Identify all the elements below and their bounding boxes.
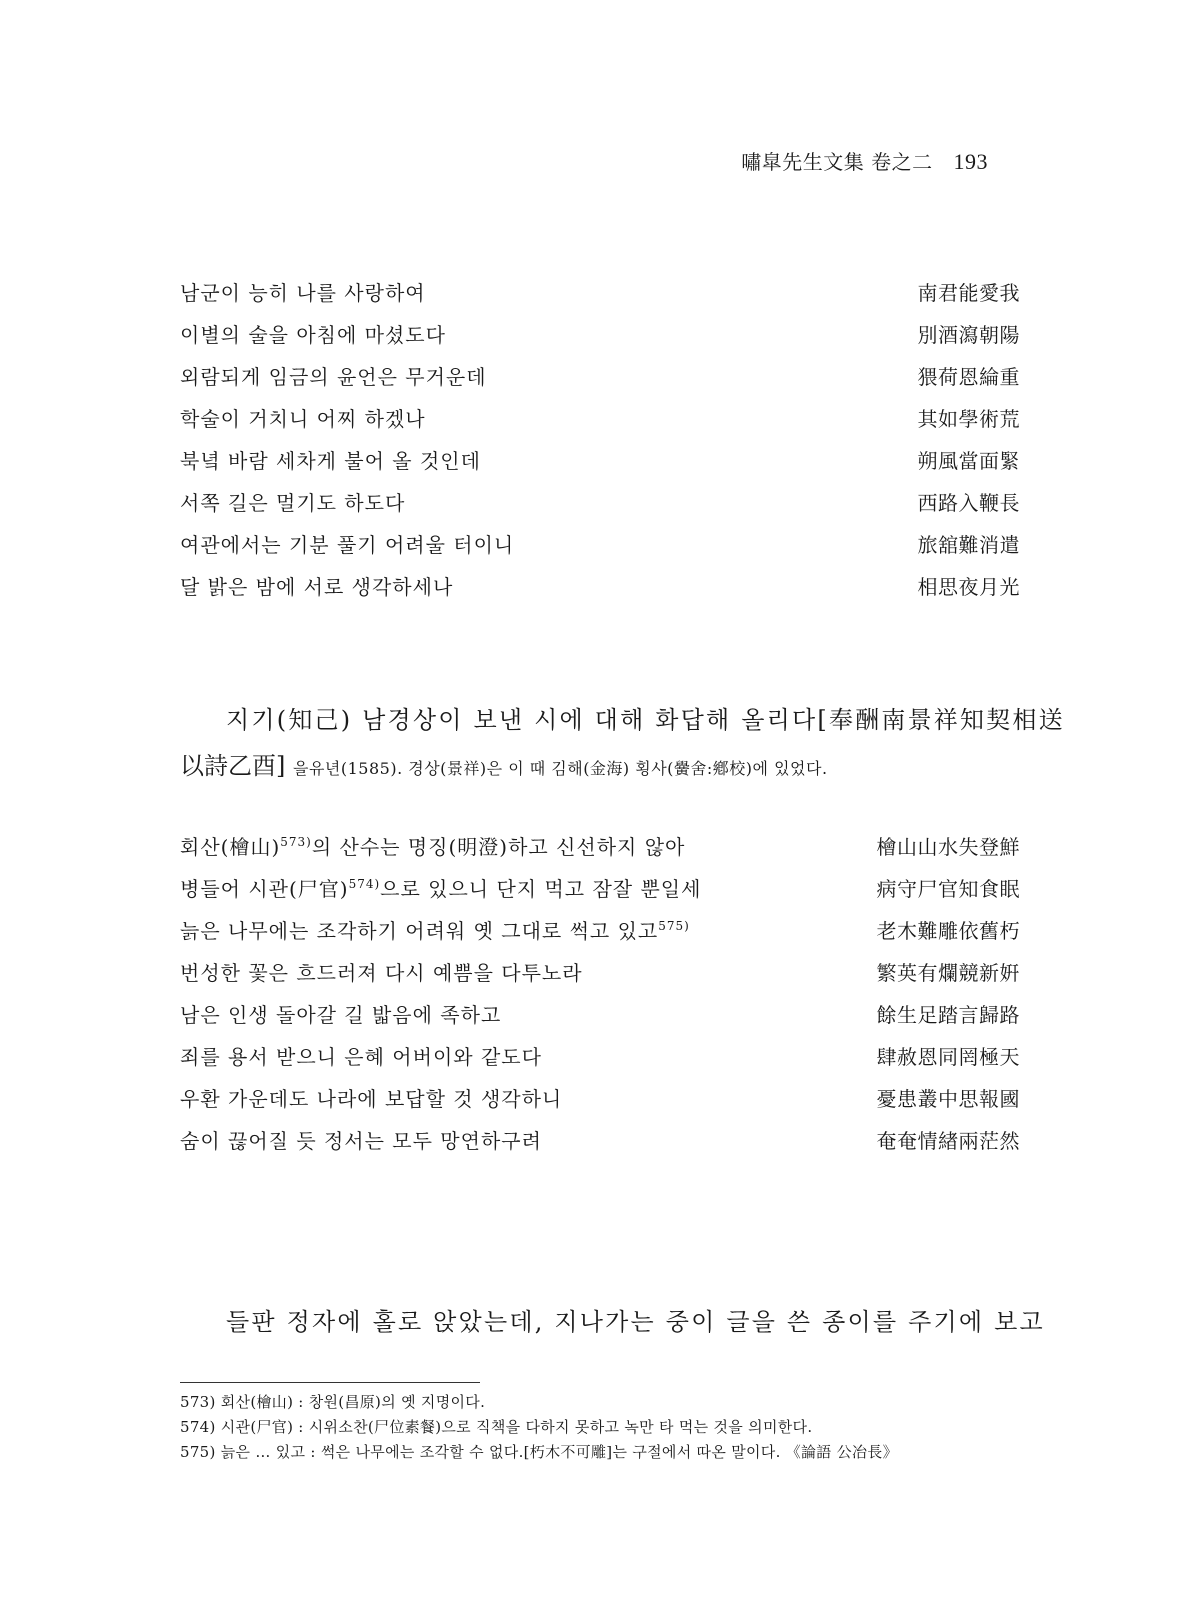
poem-2 [180,826,1020,1162]
verse-text: 우환 가운데도 나라에 보답할 것 생각하니 [180,1087,563,1111]
poem-line [180,272,1020,314]
verse-text: 병들어 시관(尸官) [180,877,349,901]
korean-verse [180,994,501,1036]
footnote-ref: 574) [348,877,381,891]
running-header [741,146,988,175]
hanja-verse: 其如學術荒 [917,407,1020,431]
poem-line [180,398,1020,440]
hanja-verse: 西路入鞭長 [917,491,1020,515]
korean-verse: 서쪽 길은 멀기도 하도다 [180,491,406,515]
hanja-verse: 病守尸官知食眠 [876,877,1020,901]
hanja-verse: 別酒瀉朝陽 [917,323,1020,347]
hanja-verse: 檜山山水失登鮮 [876,835,1020,859]
hanja-verse: 旅舘難消遣 [917,533,1020,557]
korean-verse [180,1078,562,1120]
poem-line [180,910,1020,952]
poem-line [180,356,1020,398]
book-title: 嘯皐先生文集 卷之二 [741,150,933,174]
poem-line [180,314,1020,356]
page-number: 193 [953,149,988,174]
poem-line [180,1120,1020,1162]
korean-verse: 외람되게 임금의 윤언은 무거운데 [180,365,487,389]
footnote-ref: 575) [658,919,690,933]
korean-verse [180,1120,542,1162]
section-title [180,696,1065,791]
hanja-verse: 繁英有爛競新姸 [876,961,1020,985]
section-title-line [180,744,1020,791]
section-title-note: 을유년(1585). 경상(景祥)은 이 때 김해(金海) 횡사(黌舍:鄕校)에 있었다. [293,759,828,778]
footnote-ref: 573) [280,835,312,849]
verse-text: 늙은 나무에는 조각하기 어려워 옛 그대로 썩고 있고 [180,919,659,943]
korean-verse [180,826,685,868]
footnote: 574) 시관(尸官) : 시위소찬(尸位素餐)으로 직책을 다하지 못하고 녹만 타 먹는 것을 의미한다. [180,1418,813,1436]
footnote: 575) 늙은 … 있고 : 썩은 나무에는 조각할 수 없다.[朽木不可雕]는 구절에서 따온 말이다. 《論語 公冶長》 [180,1443,898,1461]
poem-line [180,566,1020,608]
footnotes [180,1390,1020,1465]
korean-verse: 북녘 바람 세차게 불어 올 것인데 [180,449,481,473]
poem-line [180,524,1020,566]
hanja-verse: 相思夜月光 [917,575,1020,599]
verse-text: 의 산수는 명징(明澄)하고 신선하지 않아 [311,835,686,859]
hanja-verse: 猥荷恩綸重 [917,365,1020,389]
korean-verse: 학술이 거치니 어찌 하겠나 [180,407,426,431]
footnote: 573) 회산(檜山) : 창원(昌原)의 옛 지명이다. [180,1393,486,1411]
poem-line [180,482,1020,524]
korean-verse: 이별의 술을 아침에 마셨도다 [180,323,446,347]
poem-line [180,994,1020,1036]
korean-verse [180,952,583,994]
hanja-verse: 朔風當面緊 [917,449,1020,473]
korean-verse [180,910,690,952]
section-title-continuation: 以詩乙酉] [180,752,286,780]
poem-1 [180,272,1020,608]
poem-line [180,440,1020,482]
verse-text: 번성한 꽃은 흐드러져 다시 예쁨을 다투노라 [180,961,583,985]
section-title-line: 지기(知己) 남경상이 보낸 시에 대해 화답해 올리다[奉酬南景祥知契相送 [226,706,1065,734]
hanja-verse: 肆赦恩同罔極天 [876,1045,1020,1069]
korean-verse: 남군이 능히 나를 사랑하여 [180,281,426,305]
hanja-verse: 餘生足踏言歸路 [876,1003,1020,1027]
verse-text: 죄를 용서 받으니 은혜 어버이와 같도다 [180,1045,542,1069]
korean-verse [180,1036,542,1078]
section-title [180,1298,1045,1346]
korean-verse: 달 밝은 밤에 서로 생각하세나 [180,575,454,599]
footnote-divider [180,1382,480,1383]
hanja-verse: 憂患叢中思報國 [876,1087,1020,1111]
poem-line [180,952,1020,994]
poem-line [180,1078,1020,1120]
verse-text: 회산(檜山) [180,835,281,859]
korean-verse: 여관에서는 기분 풀기 어려울 터이니 [180,533,515,557]
korean-verse [180,868,701,910]
hanja-verse: 老木難雕依舊朽 [876,919,1020,943]
hanja-verse: 奄奄情緖兩茫然 [876,1129,1020,1153]
verse-text: 숨이 끊어질 듯 정서는 모두 망연하구려 [180,1129,542,1153]
poem-line [180,868,1020,910]
poem-line [180,826,1020,868]
hanja-verse: 南君能愛我 [917,281,1020,305]
poem-line [180,1036,1020,1078]
section-title-line: 들판 정자에 홀로 앉았는데, 지나가는 중이 글을 쓴 종이를 주기에 보고 [226,1308,1045,1336]
verse-text: 으로 있으니 단지 먹고 잠잘 뿐일세 [380,877,702,901]
verse-text: 남은 인생 돌아갈 길 밟음에 족하고 [180,1003,502,1027]
